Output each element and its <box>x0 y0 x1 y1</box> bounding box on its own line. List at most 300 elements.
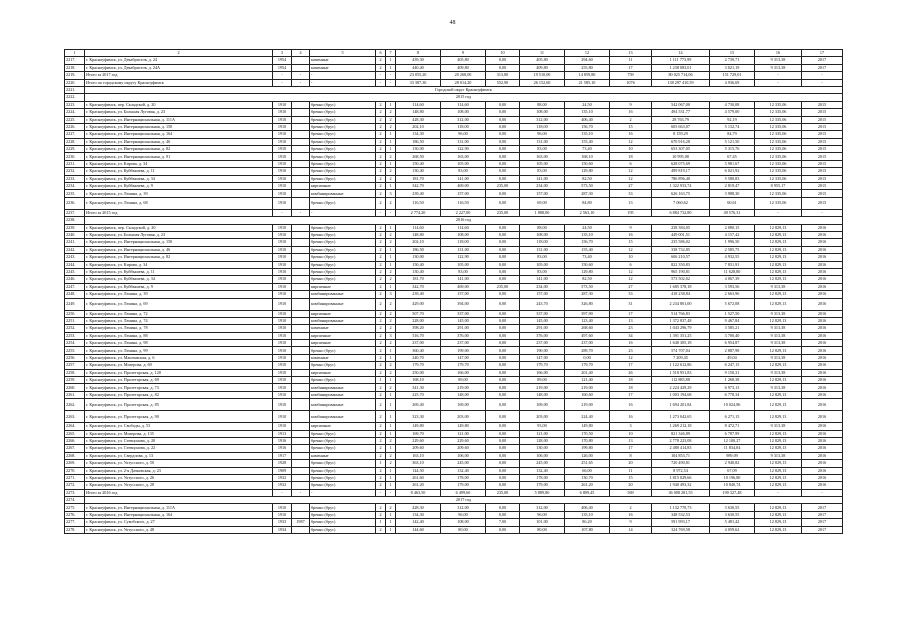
value-cell: 114,60 <box>396 101 441 108</box>
value-cell: 108,00 <box>441 519 486 526</box>
value-cell: 1910 <box>273 175 292 182</box>
value-cell: 6 499,60 <box>441 489 486 496</box>
value-cell: 179,00 <box>520 482 565 489</box>
value-cell: 12 829,13 <box>755 474 802 481</box>
value-cell: 235,00 <box>486 489 520 496</box>
value-cell: 2 <box>376 391 386 398</box>
row-number: 2222. <box>65 94 85 101</box>
value-cell: 1909 <box>273 467 292 474</box>
value-cell: кирпичные <box>310 369 376 376</box>
value-cell: 4 157,42 <box>710 231 755 238</box>
value-cell: 12 829,13 <box>755 482 802 489</box>
value-cell: 965 190,81 <box>652 268 710 275</box>
value-cell: кирпичные <box>310 283 376 290</box>
value-cell: 3 988,30 <box>710 190 755 197</box>
value-cell: 168,10 <box>565 153 610 160</box>
value-cell: 157,00 <box>441 291 486 298</box>
value-cell: 83,00 <box>520 254 565 261</box>
value-cell: 17 <box>610 64 652 71</box>
value-cell: 0,00 <box>486 291 520 298</box>
value-cell: 88,00 <box>520 224 565 231</box>
table-row <box>65 79 843 86</box>
value-cell: 1 940 493,32 <box>652 482 710 489</box>
table-row <box>65 332 843 339</box>
value-cell: 250,00 <box>396 369 441 376</box>
value-cell: 1 996,50 <box>710 239 755 246</box>
address-cell: г. Красноуфимск, ул. Пролетарская, д. 90 <box>85 411 273 423</box>
value-cell: 11 <box>610 467 652 474</box>
value-cell: 469,00 <box>441 183 486 190</box>
value-cell: 12 829,13 <box>755 317 802 324</box>
value-cell: - <box>310 489 376 496</box>
value-cell <box>292 138 310 145</box>
table-row <box>65 437 843 444</box>
value-cell: 2 234 801,00 <box>652 298 710 310</box>
value-cell: брекно (брус) <box>310 276 376 283</box>
value-cell: 507,70 <box>396 310 441 317</box>
value-cell: 16 <box>610 231 652 238</box>
value-cell: 1910 <box>273 325 292 332</box>
value-cell: 8 472,71 <box>710 423 755 430</box>
table-row <box>65 384 843 391</box>
value-cell: 23 <box>610 325 652 332</box>
value-cell: брекно (брус) <box>310 261 376 268</box>
value-cell: 15 <box>610 123 652 130</box>
value-cell: 2016 <box>802 298 843 310</box>
value-cell: 1 <box>386 138 396 145</box>
value-cell: 10 024,86 <box>710 399 755 411</box>
value-cell: 0,00 <box>486 325 520 332</box>
value-cell: 1917 <box>273 452 292 459</box>
value-cell: 181,70 <box>396 175 441 182</box>
value-cell: 1910 <box>273 146 292 153</box>
value-cell: 2 <box>376 254 386 261</box>
value-cell: 2 <box>386 504 396 511</box>
value-cell: 23 055,20 <box>396 72 441 79</box>
value-cell: 1 518 951,83 <box>652 369 710 376</box>
value-cell: 10 <box>610 254 652 261</box>
value-cell: 261,60 <box>396 474 441 481</box>
value-cell: 1 <box>376 460 386 467</box>
address-cell: Итого за 2016 год <box>85 489 273 496</box>
value-cell: 6 884 732,80 <box>652 209 710 216</box>
value-cell: 1 <box>386 64 396 71</box>
value-cell: 12 829,13 <box>755 437 802 444</box>
value-cell <box>292 116 310 123</box>
value-cell: 1 <box>386 445 396 452</box>
value-cell: 2 <box>376 340 386 347</box>
value-cell: 2 080,15 <box>710 224 755 231</box>
value-cell: 160,60 <box>565 391 610 398</box>
value-cell: 82,50 <box>565 175 610 182</box>
value-cell: 12 829,13 <box>755 430 802 437</box>
value-cell: 234,00 <box>520 183 565 190</box>
value-cell: 2 663,96 <box>710 291 755 298</box>
value-cell: 2 <box>376 183 386 190</box>
value-cell: 12 829,13 <box>755 239 802 246</box>
value-cell <box>292 347 310 354</box>
table-row <box>65 261 843 268</box>
value-cell <box>292 283 310 290</box>
value-cell <box>292 467 310 474</box>
value-cell: 2016 <box>802 411 843 423</box>
value-cell: 12 829,13 <box>755 526 802 533</box>
value-cell: 108,00 <box>441 231 486 238</box>
value-cell: 2016 <box>802 474 843 481</box>
value-cell: 341,30 <box>396 384 441 391</box>
address-cell: г. Красноуфимск, ул. Кирова, д. 34 <box>85 160 273 167</box>
value-cell: 19 510,00 <box>520 72 565 79</box>
row-number: 2275. <box>65 504 85 511</box>
address-cell: г. Красноуфимск, ул. Пролетарская, д. 73 <box>85 384 273 391</box>
value-cell: 12 829,13 <box>755 276 802 283</box>
value-cell: 338 732,85 <box>652 246 710 253</box>
row-number: 2228. <box>65 138 85 145</box>
housing-table <box>64 49 843 534</box>
value-cell: 17 <box>610 362 652 369</box>
value-cell: 148,80 <box>396 231 441 238</box>
table-row <box>65 298 843 310</box>
row-number: 2257. <box>65 362 85 369</box>
value-cell: 2017 <box>802 519 843 526</box>
value-cell: 2 <box>376 526 386 533</box>
value-cell: 0,00 <box>486 399 520 411</box>
value-cell: 1 <box>386 354 396 361</box>
value-cell: 821 346,89 <box>652 430 710 437</box>
value-cell: 12 829,13 <box>755 224 802 231</box>
value-cell: 2 778 223,08 <box>652 437 710 444</box>
value-cell: 12 335,06 <box>755 168 802 175</box>
value-cell: 268,60 <box>565 325 610 332</box>
value-cell: 2 563,10 <box>565 209 610 216</box>
value-cell: 1 <box>386 423 396 430</box>
table-row <box>65 153 843 160</box>
value-cell: 80 025 714,06 <box>652 72 710 79</box>
value-cell: 13 <box>610 197 652 209</box>
value-cell: 6 247,15 <box>710 362 755 369</box>
row-number: 2240. <box>65 231 85 238</box>
value-cell: 10 840,74 <box>710 482 755 489</box>
value-cell: 2015 <box>802 160 843 167</box>
value-cell: 88,00 <box>520 101 565 108</box>
row-number: 2265. <box>65 430 85 437</box>
row-number: 2245. <box>65 268 85 275</box>
value-cell: 170,50 <box>565 430 610 437</box>
value-cell: 2017 <box>802 504 843 511</box>
value-cell: 1910 <box>273 261 292 268</box>
value-cell: 114,60 <box>441 101 486 108</box>
value-cell: 83,00 <box>520 146 565 153</box>
value-cell: 1 322 933,74 <box>652 183 710 190</box>
value-cell: 606 210,57 <box>652 254 710 261</box>
value-cell: 14 859,80 <box>565 72 610 79</box>
table-row <box>65 239 843 246</box>
table-row <box>65 146 843 153</box>
value-cell: 9 313,38 <box>755 384 802 391</box>
value-cell: 9 313,38 <box>755 64 802 71</box>
value-cell: 106,00 <box>520 452 565 459</box>
value-cell: 130,70 <box>565 474 610 481</box>
value-cell: 118,00 <box>441 123 486 130</box>
address-cell: г. Красноуфимск, ул. Интернациональная, д. 150 <box>85 239 273 246</box>
row-number: 2258. <box>65 369 85 376</box>
value-cell: - <box>386 209 396 216</box>
value-cell: 6 271,15 <box>710 411 755 423</box>
address-cell: г. Красноуфимск, ул. 2-я Дачковская, д. 23 <box>85 467 273 474</box>
value-cell: 653 307,05 <box>652 146 710 153</box>
value-cell: 326,80 <box>565 298 610 310</box>
value-cell: брекно (брус) <box>310 430 376 437</box>
value-cell: 20 268,00 <box>441 72 486 79</box>
value-cell: 2016 <box>802 362 843 369</box>
row-number: 2236. <box>65 197 85 209</box>
value-cell: 0,00 <box>486 437 520 444</box>
value-cell: 2017 <box>802 526 843 533</box>
value-cell: 26 <box>610 369 652 376</box>
address-cell: г. Красноуфимск, ул. Ленина, д. 39 <box>85 190 273 197</box>
value-cell: кирпичные <box>310 340 376 347</box>
value-cell: брекно (брус) <box>310 160 376 167</box>
value-cell: 0,00 <box>486 239 520 246</box>
value-cell: 93,00 <box>520 423 565 430</box>
value-cell: 626 163,75 <box>652 190 710 197</box>
value-cell: 15 <box>610 474 652 481</box>
value-cell <box>292 183 310 190</box>
address-cell: г. Красноуфимск, ул. Ленина, д. 39 <box>85 291 273 298</box>
table-row <box>65 411 843 423</box>
value-cell: 186,50 <box>396 246 441 253</box>
value-cell: кирпичные <box>310 332 376 339</box>
address-cell: г. Красноуфимск, ул. Свердлова, д. 13 <box>85 452 273 459</box>
value-cell: 28 014,20 <box>441 79 486 86</box>
value-cell <box>292 224 310 231</box>
value-cell: 1934 <box>273 526 292 533</box>
value-cell: 12 335,06 <box>755 116 802 123</box>
value-cell: 237,00 <box>520 340 565 347</box>
value-cell: 105,00 <box>441 261 486 268</box>
row-number: 2271. <box>65 474 85 481</box>
value-cell: 251,65 <box>565 460 610 467</box>
value-cell: 128,00 <box>520 437 565 444</box>
address-cell: г. Красноуфимск, ул. Ленина, д. 88 <box>85 332 273 339</box>
value-cell: 24,50 <box>565 101 610 108</box>
row-number: 2277. <box>65 519 85 526</box>
value-cell: 225,70 <box>396 391 441 398</box>
value-cell: 1 648 305,18 <box>652 340 710 347</box>
value-cell: 2015 <box>802 131 843 138</box>
value-cell: 0,00 <box>486 276 520 283</box>
table-row <box>65 519 843 526</box>
value-cell: 13 <box>610 317 652 324</box>
value-cell: 2 <box>376 197 386 209</box>
value-cell: 0,00 <box>486 384 520 391</box>
value-cell: 1 888,00 <box>520 209 565 216</box>
value-cell: 1910 <box>273 224 292 231</box>
value-cell: 6 778,34 <box>710 391 755 398</box>
value-cell: каменные <box>310 325 376 332</box>
value-cell: 2 <box>376 399 386 411</box>
value-cell: 5 315,76 <box>710 146 755 153</box>
row-number: 2274. <box>65 497 85 504</box>
value-cell: 123,40 <box>565 317 610 324</box>
value-cell: брекно (брус) <box>310 254 376 261</box>
value-cell: 1 043 296,79 <box>652 325 710 332</box>
value-cell: 170,80 <box>565 437 610 444</box>
value-cell: 2015 <box>802 123 843 130</box>
value-cell: 1 <box>386 160 396 167</box>
value-cell: 129,80 <box>565 268 610 275</box>
value-cell: 2017 <box>802 511 843 518</box>
value-cell: 82,50 <box>565 276 610 283</box>
value-cell: 239,40 <box>396 291 441 298</box>
value-cell: 3 <box>610 423 652 430</box>
value-cell: 312,00 <box>441 116 486 123</box>
value-cell: 1 <box>386 283 396 290</box>
value-cell: комбинированные <box>310 298 376 310</box>
value-cell: 240,70 <box>396 354 441 361</box>
value-cell: 178,00 <box>441 474 486 481</box>
value-cell: 2016 <box>802 460 843 467</box>
value-cell: 12 829,13 <box>755 246 802 253</box>
row-number: 2251. <box>65 317 85 324</box>
value-cell: 2015 <box>802 175 843 182</box>
value-cell: 26 152,60 <box>520 79 565 86</box>
value-cell: 2016 <box>802 340 843 347</box>
value-cell: 2 <box>376 123 386 130</box>
value-cell: 573 502,02 <box>652 276 710 283</box>
row-number: 2230. <box>65 153 85 160</box>
value-cell: 195 <box>610 209 652 216</box>
table-row <box>65 276 843 283</box>
address-cell: г. Красноуфимск, ул. Сувобского, д. 27 <box>85 519 273 526</box>
value-cell: 12 335,06 <box>755 153 802 160</box>
value-cell: 144,50 <box>396 467 441 474</box>
value-cell: 2 <box>376 467 386 474</box>
table-row <box>65 209 843 216</box>
value-cell: 1910 <box>273 153 292 160</box>
value-cell: 9 313,38 <box>755 57 802 64</box>
value-cell: 342,70 <box>396 183 441 190</box>
value-cell: 2 <box>386 340 396 347</box>
value-cell: 73,40 <box>565 146 610 153</box>
table-row <box>65 325 843 332</box>
header-cell: 8 <box>396 50 441 57</box>
value-cell: 2016 <box>802 268 843 275</box>
value-cell: 237,00 <box>396 340 441 347</box>
value-cell: 2 <box>376 325 386 332</box>
value-cell: 2015 <box>802 183 843 190</box>
value-cell: 121,40 <box>565 377 610 384</box>
value-cell: 0,00 <box>486 511 520 518</box>
value-cell: брекно (брус) <box>310 116 376 123</box>
value-cell: брекно (брус) <box>310 460 376 467</box>
header-cell: 2 <box>85 50 273 57</box>
value-cell: 1954 <box>273 64 292 71</box>
value-cell: 96,00 <box>441 511 486 518</box>
value-cell: 1 <box>386 57 396 64</box>
value-cell: 2 <box>376 310 386 317</box>
value-cell: брекно (брус) <box>310 146 376 153</box>
value-cell: 1 815 029,66 <box>652 474 710 481</box>
value-cell: 83,00 <box>441 168 486 175</box>
value-cell <box>292 291 310 298</box>
value-cell: 169,00 <box>520 399 565 411</box>
table-row <box>65 116 843 123</box>
value-cell: 80,00 <box>520 526 565 533</box>
value-cell: - <box>273 79 292 86</box>
row-number: 2256. <box>65 354 85 361</box>
value-cell: 287,30 <box>565 190 610 197</box>
value-cell: 12 829,13 <box>755 391 802 398</box>
value-cell: брекно (брус) <box>310 519 376 526</box>
value-cell: 129,80 <box>565 168 610 175</box>
table-row <box>65 175 843 182</box>
value-cell: 1913 <box>273 430 292 437</box>
value-cell: 1910 <box>273 399 292 411</box>
value-cell: 0,00 <box>486 391 520 398</box>
table-row <box>65 445 843 452</box>
value-cell: каменные <box>310 64 376 71</box>
value-cell: комбинированные <box>310 391 376 398</box>
value-cell: - <box>755 209 802 216</box>
value-cell: 1 269 212,18 <box>652 423 710 430</box>
value-cell: 1 273 042,65 <box>652 411 710 423</box>
value-cell: 1 <box>376 377 386 384</box>
value-cell: 155,40 <box>565 246 610 253</box>
table-row <box>65 317 843 324</box>
value-cell: 449 001,51 <box>652 231 710 238</box>
table-row <box>65 231 843 238</box>
value-cell: 145,00 <box>520 317 565 324</box>
address-cell: г. Красноуфимск, ул. Куйбышева, д. 34 <box>85 175 273 182</box>
value-cell <box>292 423 310 430</box>
value-cell: 574 707,04 <box>652 347 710 354</box>
value-cell: 150,60 <box>565 261 610 268</box>
row-number: 2227. <box>65 131 85 138</box>
address-cell: г. Красноуфимск, ул. Интернациональная, д. 46 <box>85 246 273 253</box>
value-cell: 360,40 <box>396 347 441 354</box>
value-cell: 2015 <box>802 116 843 123</box>
value-cell: 166,00 <box>441 369 486 376</box>
value-cell: 118,00 <box>520 239 565 246</box>
value-cell: 2016 <box>802 354 843 361</box>
value-cell: 1910 <box>273 168 292 175</box>
value-cell: 243,70 <box>520 298 565 310</box>
table-row <box>65 423 843 430</box>
value-cell: 670 916,28 <box>652 138 710 145</box>
value-cell: 2016 <box>802 317 843 324</box>
value-cell: 2 <box>376 138 386 145</box>
row-number: 2234. <box>65 183 85 190</box>
address-cell: г. Красноуфимск, ул. Уктусского, д. 50 <box>85 460 273 467</box>
value-cell: 237,00 <box>441 340 486 347</box>
value-cell: брекно (брус) <box>310 504 376 511</box>
address-cell: г. Красноуфимск, ул. Куйбышева, д. 9 <box>85 183 273 190</box>
value-cell: 86,20 <box>565 519 610 526</box>
row-number: 2218. <box>65 64 85 71</box>
value-cell <box>292 175 310 182</box>
value-cell: 2016 <box>802 231 843 238</box>
value-cell: 10 196,80 <box>710 474 755 481</box>
address-cell: г. Красноуфимск, ул. Интернациональная, д. 46 <box>85 138 273 145</box>
address-cell: г. Красноуфимск, ул. Кирова, д. 34 <box>85 261 273 268</box>
value-cell: 2 224 429,29 <box>652 384 710 391</box>
value-cell: 2016 <box>802 310 843 317</box>
value-cell: 497,60 <box>565 332 610 339</box>
value-cell: 2 <box>386 268 396 275</box>
value-cell: 89,00 <box>441 377 486 384</box>
table-row <box>65 340 843 347</box>
